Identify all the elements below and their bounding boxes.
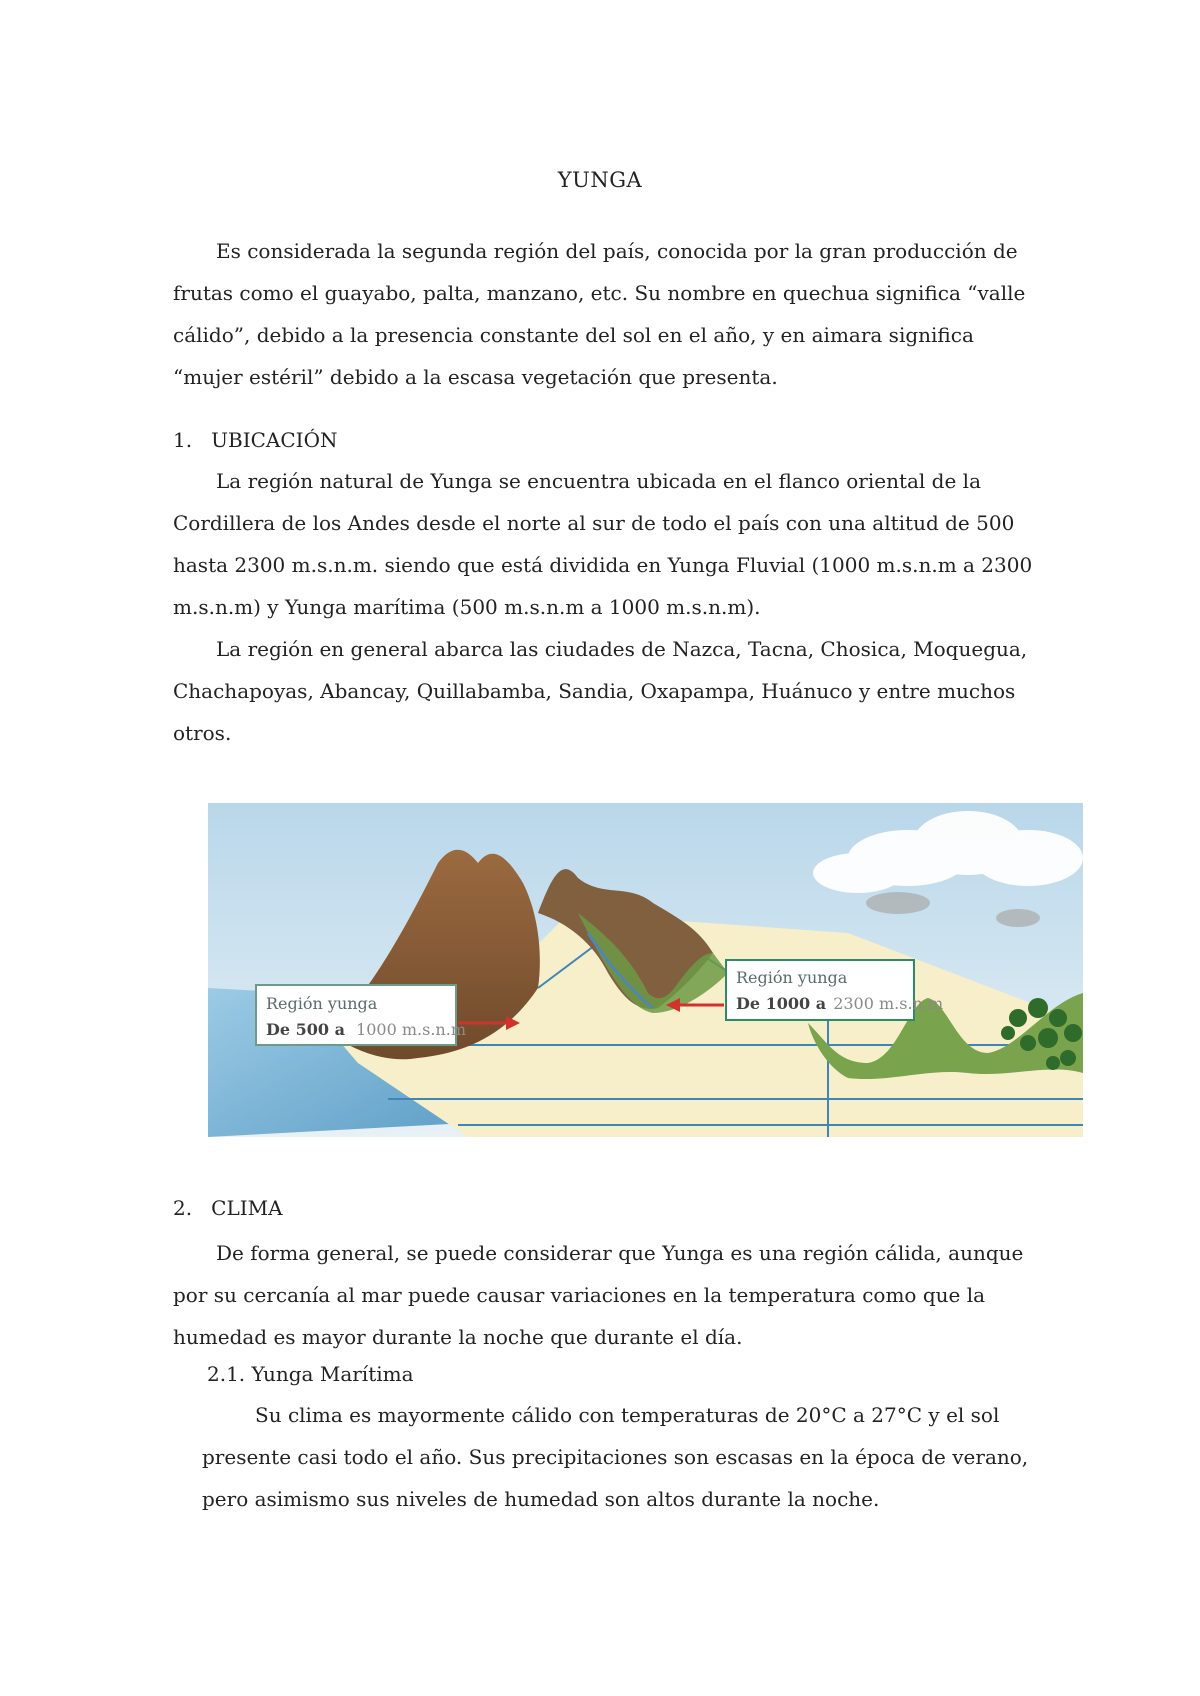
svg-text:De 500 a 1000 m.s.n.m: [266, 1020, 466, 1039]
label-box-right: [726, 960, 943, 1020]
subsection-number: 2.1.: [207, 1362, 246, 1386]
label-left-range-light: 1000 m.s.n.m: [356, 1020, 466, 1039]
subsection-heading-yunga-maritima: [207, 1362, 414, 1386]
svg-text:De 1000 a 2300 m.s.n.m: [736, 994, 943, 1013]
yunga-maritima-text: Su clima es mayormente cálido con temperaturas de 20°C a 27°C y el sol presente casi todo el año. Sus precipitaciones son escasas en la época de verano, pero asimismo sus niveles de humedad son altos durante la noche.: [202, 1403, 1029, 1511]
section-title: CLIMA: [211, 1196, 283, 1220]
section-heading-ubicacion: [173, 428, 337, 452]
label-left-range-bold: De 500 a: [266, 1020, 345, 1039]
document-title: YUNGA: [557, 168, 643, 192]
subsection-title: Yunga Marítima: [251, 1362, 414, 1386]
label-right-range-light: 2300 m.s.n.m: [833, 994, 944, 1013]
ubicacion-paragraph-2: La región en general abarca las ciudades de Nazca, Tacna, Chosica, Moquegua, Chachapoyas, Abancay, Quillabamba, Sandia, Oxapampa, Huánuco y entre muchos otros.: [173, 637, 1028, 745]
yunga-region-illustration: [208, 803, 1083, 1137]
section-number: 1.: [173, 428, 193, 452]
section-number: 2.: [173, 1196, 193, 1220]
label-left-title: Región yunga: [266, 994, 378, 1013]
clima-paragraph: De forma general, se puede considerar que Yunga es una región cálida, aunque por su cercanía al mar puede causar variaciones en la temperatura como que la humedad es mayor durante la noche que durante el día.: [173, 1241, 1024, 1349]
ubicacion-paragraph-1: La región natural de Yunga se encuentra ubicada en el flanco oriental de la Cordillera de los Andes desde el norte al sur de todo el país con una altitud de 500 hasta 2300 m.s.n.m. siendo que está dividida en Yunga Fluvial (1000 m.s.n.m a 2300 m.s.n.m) y Yunga marítima (500 m.s.n.m a 1000 m.s.n.m).: [173, 469, 1033, 619]
cloud-icon: [866, 892, 930, 914]
label-box-left: [256, 985, 466, 1045]
yunga-maritima-paragraph: [202, 1394, 1044, 1520]
cloud-icon: [996, 909, 1040, 927]
section-title: UBICACIÓN: [211, 428, 338, 452]
intro-paragraph: Es considerada la segunda región del país, conocida por la gran producción de frutas como el guayabo, palta, manzano, etc. Su nombre en quechua significa “valle cálido”, debido a la presencia constante del sol en el año, y en aimara significa “mujer estéril” debido a la escasa vegetación que presenta.: [173, 239, 1026, 389]
section-heading-clima: [173, 1196, 283, 1220]
label-right-title: Región yunga: [736, 968, 848, 987]
label-right-range-bold: De 1000 a: [736, 994, 827, 1013]
